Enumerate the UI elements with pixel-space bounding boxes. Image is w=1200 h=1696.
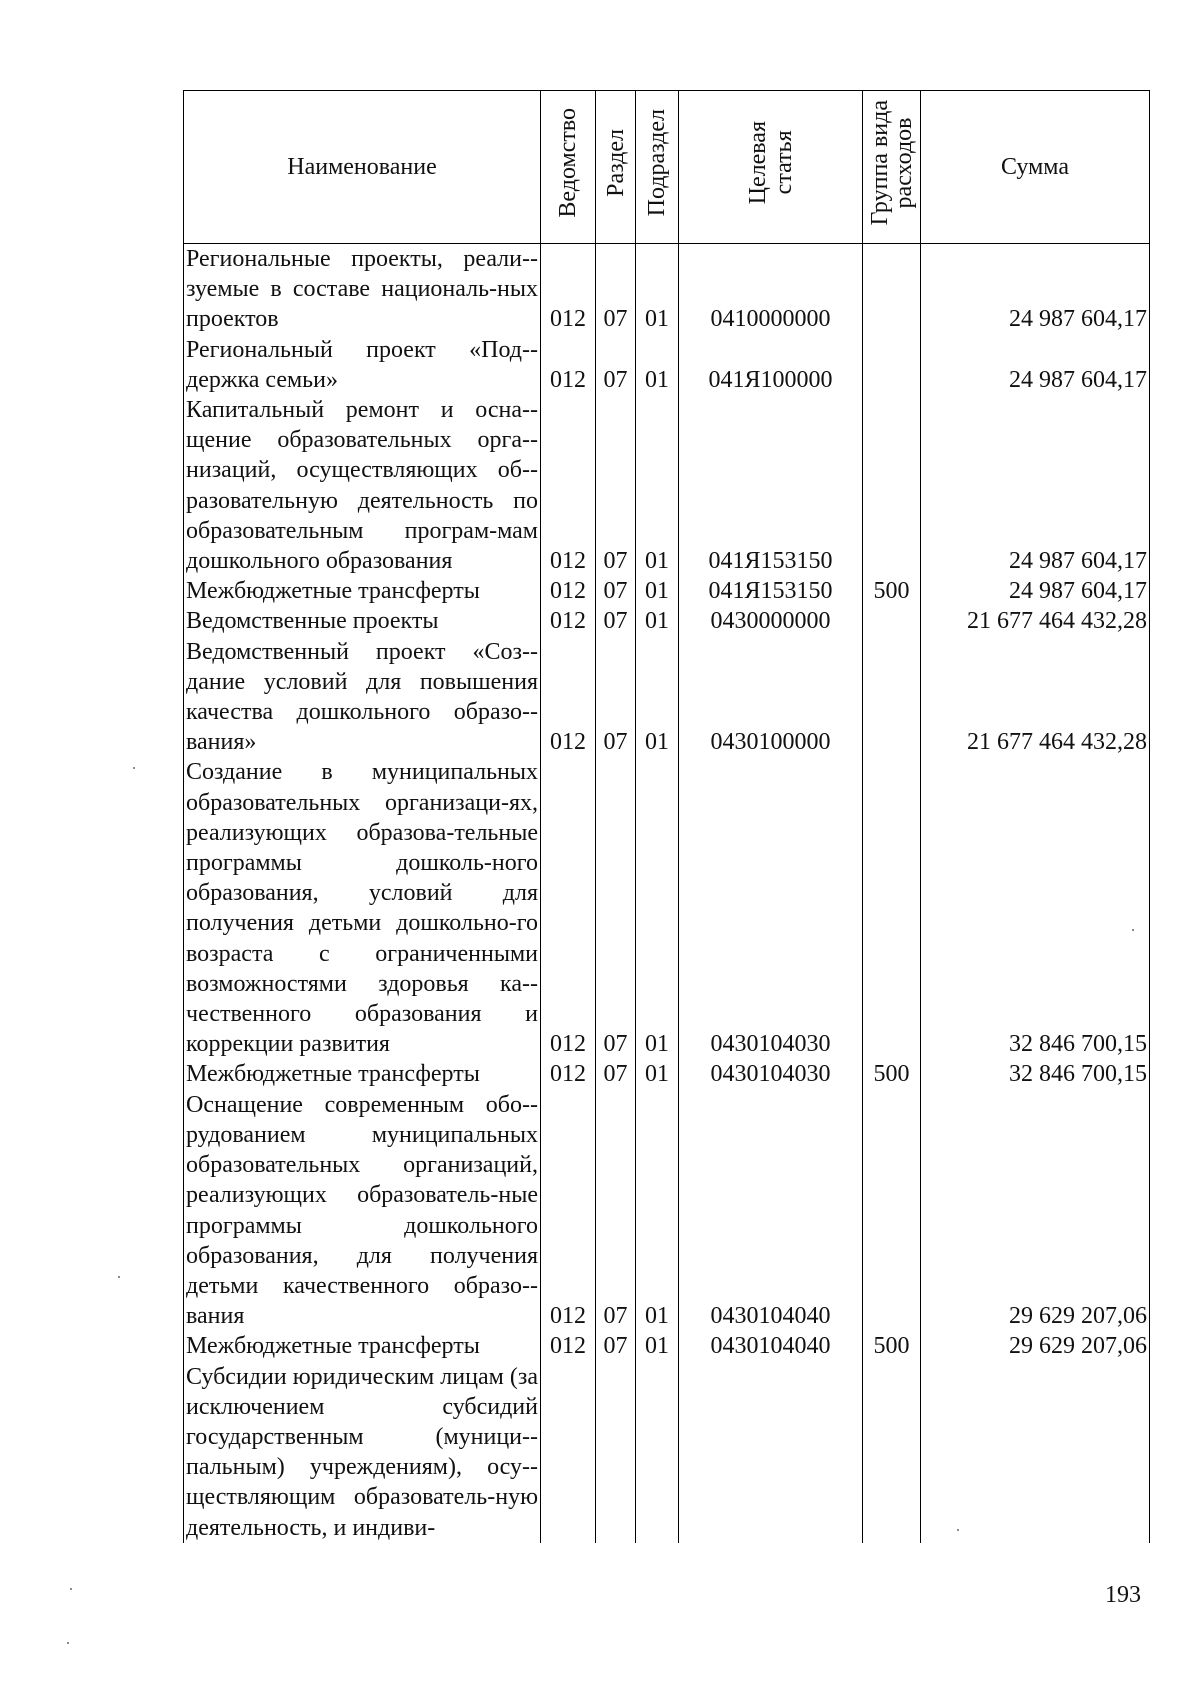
cell-podrazdel: 01: [636, 244, 679, 335]
scan-speck: [1132, 929, 1134, 931]
cell-expense-group: [863, 606, 921, 636]
scan-speck: [67, 1642, 69, 1644]
cell-sum: 24 987 604,17: [921, 335, 1150, 395]
cell-razdel: 07: [596, 395, 636, 576]
header-target-line1: Целевая: [744, 121, 771, 205]
cell-vedomstvo: 012: [541, 637, 596, 758]
cell-target-article: 0430104040: [679, 1331, 863, 1361]
cell-target-article: 041Я153150: [679, 395, 863, 576]
header-group-line2: расходов: [890, 117, 917, 209]
cell-vedomstvo: 012: [541, 576, 596, 606]
cell-vedomstvo: 012: [541, 1331, 596, 1361]
cell-target-article: 041Я100000: [679, 335, 863, 395]
page-number: 193: [1105, 1582, 1141, 1608]
cell-name: Региональные проекты, реали-зуемые в составе националь-ных проектов: [184, 244, 541, 335]
header-vedomstvo: Ведомство: [541, 91, 596, 244]
cell-target-article: 0410000000: [679, 244, 863, 335]
cell-target-article: 0430100000: [679, 637, 863, 758]
header-sum: Сумма: [921, 91, 1150, 244]
cell-target-article: 0430000000: [679, 606, 863, 636]
header-group-line1: Группа вида: [866, 100, 893, 226]
cell-expense-group: [863, 1090, 921, 1332]
cell-razdel: 07: [596, 1331, 636, 1361]
cell-name: Межбюджетные трансферты: [184, 576, 541, 606]
cell-expense-group: [863, 244, 921, 335]
cell-vedomstvo: 012: [541, 395, 596, 576]
cell-sum: [921, 1362, 1150, 1543]
cell-podrazdel: 01: [636, 757, 679, 1059]
cell-razdel: 07: [596, 335, 636, 395]
cell-name: Межбюджетные трансферты: [184, 1059, 541, 1089]
cell-sum: 29 629 207,06: [921, 1331, 1150, 1361]
cell-expense-group: 500: [863, 576, 921, 606]
cell-expense-group: [863, 757, 921, 1059]
cell-target-article: 0430104030: [679, 757, 863, 1059]
cell-podrazdel: 01: [636, 576, 679, 606]
cell-podrazdel: 01: [636, 395, 679, 576]
cell-expense-group: [863, 637, 921, 758]
cell-razdel: 07: [596, 1090, 636, 1332]
cell-podrazdel: 01: [636, 637, 679, 758]
table-row: [184, 244, 1150, 335]
cell-name: Межбюджетные трансферты: [184, 1331, 541, 1361]
table-row: [184, 757, 1150, 1059]
cell-vedomstvo: 012: [541, 606, 596, 636]
table-row: [184, 1331, 1150, 1361]
cell-sum: 21 677 464 432,28: [921, 606, 1150, 636]
table-row: [184, 1090, 1150, 1332]
cell-name: Капитальный ремонт и осна-щение образовательных орга-низаций, осуществляющих об-разовательную деятельность по образовательным програм-мам дошкольного образования: [184, 395, 541, 576]
scan-speck: [133, 767, 135, 769]
cell-expense-group: [863, 395, 921, 576]
cell-target-article: 0430104030: [679, 1059, 863, 1089]
cell-name: Субсидии юридическим лицам (за исключением субсидий государственным (муници-пальным) учреждениям), осу-ществляющим образователь-ную деятельность, и индиви-: [184, 1362, 541, 1543]
cell-name: Региональный проект «Под-держка семьи»: [184, 335, 541, 395]
table-row: [184, 335, 1150, 395]
table-row: [184, 395, 1150, 576]
header-podrazdel: Подраздел: [636, 91, 679, 244]
header-razdel: Раздел: [596, 91, 636, 244]
cell-razdel: 07: [596, 244, 636, 335]
header-target-article: [679, 91, 863, 244]
table-row: [184, 576, 1150, 606]
header-row: [184, 91, 1150, 244]
cell-podrazdel: 01: [636, 1090, 679, 1332]
cell-expense-group: 500: [863, 1331, 921, 1361]
cell-target-article: 0430104040: [679, 1090, 863, 1332]
cell-sum: 24 987 604,17: [921, 244, 1150, 335]
cell-sum: 32 846 700,15: [921, 1059, 1150, 1089]
scan-speck: [957, 1529, 959, 1531]
table-row: [184, 1059, 1150, 1089]
cell-podrazdel: 01: [636, 1059, 679, 1089]
table-row: [184, 1362, 1150, 1543]
cell-razdel: [596, 1362, 636, 1543]
cell-vedomstvo: 012: [541, 244, 596, 335]
budget-table: [183, 90, 1150, 1543]
cell-name: Создание в муниципальных образовательных организаци-ях, реализующих образова-тельные программы дошколь-ного образования, условий для получения детьми дошкольно-го возраста с ограниченными возможностями здоровья ка-чественного образования и коррекции развития: [184, 757, 541, 1059]
cell-podrazdel: 01: [636, 335, 679, 395]
cell-sum: 24 987 604,17: [921, 576, 1150, 606]
cell-razdel: 07: [596, 637, 636, 758]
cell-podrazdel: [636, 1362, 679, 1543]
cell-sum: 32 846 700,15: [921, 757, 1150, 1059]
cell-podrazdel: 01: [636, 1331, 679, 1361]
cell-vedomstvo: 012: [541, 335, 596, 395]
cell-vedomstvo: 012: [541, 1090, 596, 1332]
cell-podrazdel: 01: [636, 606, 679, 636]
table-row: [184, 606, 1150, 636]
cell-target-article: 041Я153150: [679, 576, 863, 606]
header-expense-group: [863, 91, 921, 244]
cell-razdel: 07: [596, 757, 636, 1059]
cell-name: Оснащение современным обо-рудованием муниципальных образовательных организаций, реализующих образователь-ные программы дошкольного образования, для получения детьми качественного образо-вания: [184, 1090, 541, 1332]
cell-razdel: 07: [596, 606, 636, 636]
cell-razdel: 07: [596, 576, 636, 606]
cell-expense-group: [863, 1362, 921, 1543]
cell-sum: 21 677 464 432,28: [921, 637, 1150, 758]
header-name: Наименование: [184, 91, 541, 244]
cell-name: Ведомственные проекты: [184, 606, 541, 636]
table-row: [184, 637, 1150, 758]
cell-sum: 24 987 604,17: [921, 395, 1150, 576]
table-body: [184, 244, 1150, 1543]
cell-vedomstvo: 012: [541, 757, 596, 1059]
cell-target-article: [679, 1362, 863, 1543]
cell-vedomstvo: [541, 1362, 596, 1543]
cell-expense-group: [863, 335, 921, 395]
cell-razdel: 07: [596, 1059, 636, 1089]
scan-speck: [70, 1588, 72, 1590]
scan-speck: [118, 1276, 120, 1278]
header-target-line2: статья: [770, 130, 797, 195]
cell-sum: 29 629 207,06: [921, 1090, 1150, 1332]
cell-expense-group: 500: [863, 1059, 921, 1089]
cell-name: Ведомственный проект «Соз-дание условий для повышения качества дошкольного образо-вания»: [184, 637, 541, 758]
cell-vedomstvo: 012: [541, 1059, 596, 1089]
